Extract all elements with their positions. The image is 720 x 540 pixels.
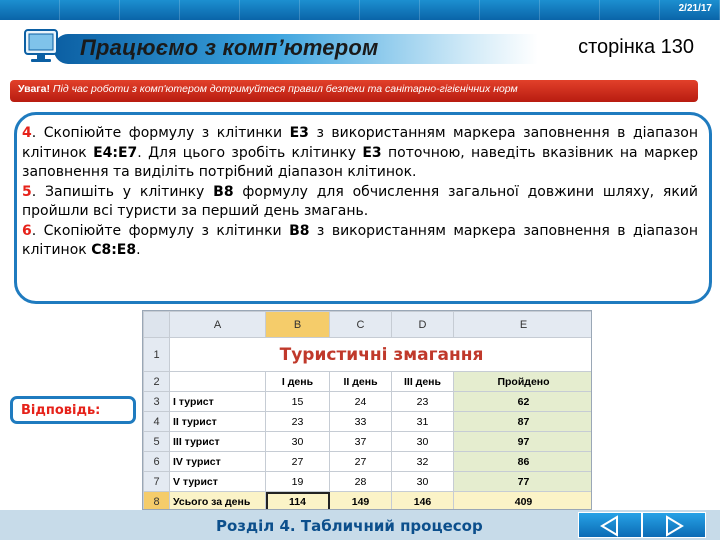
row-header[interactable]: 3	[144, 392, 170, 412]
tourist-name[interactable]: V турист	[170, 472, 266, 492]
top-strip	[0, 0, 720, 20]
column-header-e[interactable]: E	[454, 312, 593, 338]
table-cell[interactable]: 24	[330, 392, 392, 412]
sum-cell[interactable]: 146	[392, 492, 454, 511]
section-title: Розділ 4. Табличний процесор	[216, 517, 483, 535]
cell-reference: E3	[362, 144, 382, 161]
tourist-name[interactable]: ІІІ турист	[170, 432, 266, 452]
column-label[interactable]: І день	[266, 372, 330, 392]
table-row	[144, 392, 593, 412]
row-header[interactable]: 2	[144, 372, 170, 392]
cell-a2[interactable]	[170, 372, 266, 392]
prev-slide-button[interactable]	[578, 512, 642, 538]
total-cell[interactable]: 87	[454, 412, 593, 432]
table-cell[interactable]: 27	[330, 452, 392, 472]
column-label[interactable]: ІІ день	[330, 372, 392, 392]
active-cell-b8[interactable]: 114	[266, 492, 330, 511]
table-cell[interactable]: 33	[330, 412, 392, 432]
step-number: 6	[22, 222, 32, 239]
column-header-d[interactable]: D	[392, 312, 454, 338]
cell-reference: B8	[213, 183, 234, 200]
slide-navigation	[578, 512, 706, 538]
column-header-b[interactable]: B	[266, 312, 330, 338]
cell-reference: E4:E7	[93, 144, 138, 161]
tourist-name[interactable]: ІІ турист	[170, 412, 266, 432]
table-row	[144, 412, 593, 432]
warning-label: Увага!	[18, 83, 50, 95]
table-cell[interactable]: 23	[392, 392, 454, 412]
row-header[interactable]: 1	[144, 338, 170, 372]
triangle-left-icon	[599, 515, 621, 537]
table-cell[interactable]: 30	[392, 432, 454, 452]
warning-text: Під час роботи з комп'ютером дотримуйтеся правил безпеки та санітарно-гігієнічних норм	[52, 83, 518, 95]
top-strip-tiles	[0, 0, 720, 20]
slide-date: 2/21/17	[678, 3, 712, 14]
table-cell[interactable]: 30	[392, 472, 454, 492]
cell-reference: B8	[289, 222, 310, 239]
table-cell[interactable]: 37	[330, 432, 392, 452]
table-row	[144, 338, 593, 372]
instruction-text	[22, 124, 698, 261]
table-row	[144, 432, 593, 452]
table-cell[interactable]: 30	[266, 432, 330, 452]
safety-warning	[10, 80, 698, 102]
next-slide-button[interactable]	[642, 512, 706, 538]
table-row	[144, 372, 593, 392]
table-row	[144, 452, 593, 472]
column-header-row	[144, 312, 593, 338]
triangle-right-icon	[663, 515, 685, 537]
table-cell[interactable]: 23	[266, 412, 330, 432]
sum-label[interactable]: Усього за день	[170, 492, 266, 511]
step-5: 5. Запишіть у клітинку B8 формулу для обчислення загальної довжини шляху, який пройшли всі туристи за перший день змагань.	[22, 183, 698, 219]
total-cell[interactable]: 77	[454, 472, 593, 492]
step-number: 4	[22, 125, 32, 141]
tourist-name[interactable]: І турист	[170, 392, 266, 412]
column-header-c[interactable]: C	[330, 312, 392, 338]
table-cell[interactable]: 19	[266, 472, 330, 492]
total-cell[interactable]: 97	[454, 432, 593, 452]
tourist-name[interactable]: ІV турист	[170, 452, 266, 472]
table-cell[interactable]: 27	[266, 452, 330, 472]
sum-cell[interactable]: 409	[454, 492, 593, 511]
table-cell[interactable]: 15	[266, 392, 330, 412]
sum-cell[interactable]: 149	[330, 492, 392, 511]
column-label[interactable]: Пройдено	[454, 372, 593, 392]
step-number: 5	[22, 183, 32, 200]
table-cell[interactable]: 31	[392, 412, 454, 432]
table-cell[interactable]: 32	[392, 452, 454, 472]
row-header[interactable]: 6	[144, 452, 170, 472]
page-title: Працюємо з комп’ютером	[80, 35, 379, 60]
row-header[interactable]: 4	[144, 412, 170, 432]
cell-reference: C8:E8	[91, 242, 137, 258]
step-6: 6. Скопіюйте формулу з клітинки B8 з використанням маркера заповнення в діапазон клітинок C8:E8.	[22, 222, 698, 258]
total-cell[interactable]: 86	[454, 452, 593, 472]
row-header[interactable]: 7	[144, 472, 170, 492]
spreadsheet-grid	[143, 311, 592, 510]
row-header[interactable]: 5	[144, 432, 170, 452]
monitor-icon	[22, 28, 60, 64]
spreadsheet	[142, 310, 592, 510]
column-header-a[interactable]: A	[170, 312, 266, 338]
table-row	[144, 472, 593, 492]
cell-reference: E3	[289, 125, 309, 141]
total-cell[interactable]: 62	[454, 392, 593, 412]
row-header[interactable]: 8	[144, 492, 170, 511]
answer-label: Відповідь:	[10, 396, 136, 424]
step-4: 4. Скопіюйте формулу з клітинки E3 з використанням маркера заповнення в діапазон клітинок E4:E7. Для цього зробіть клітинку E3 поточною, наведіть вказівник на маркер заповнення та виділіть потрібний діапазон клітинок.	[22, 125, 698, 180]
table-title[interactable]: Туристичні змагання	[170, 338, 593, 372]
select-all-corner[interactable]	[144, 312, 170, 338]
sum-row	[144, 492, 593, 511]
page-reference: сторінка 130	[578, 36, 694, 58]
column-label[interactable]: ІІІ день	[392, 372, 454, 392]
table-cell[interactable]: 28	[330, 472, 392, 492]
